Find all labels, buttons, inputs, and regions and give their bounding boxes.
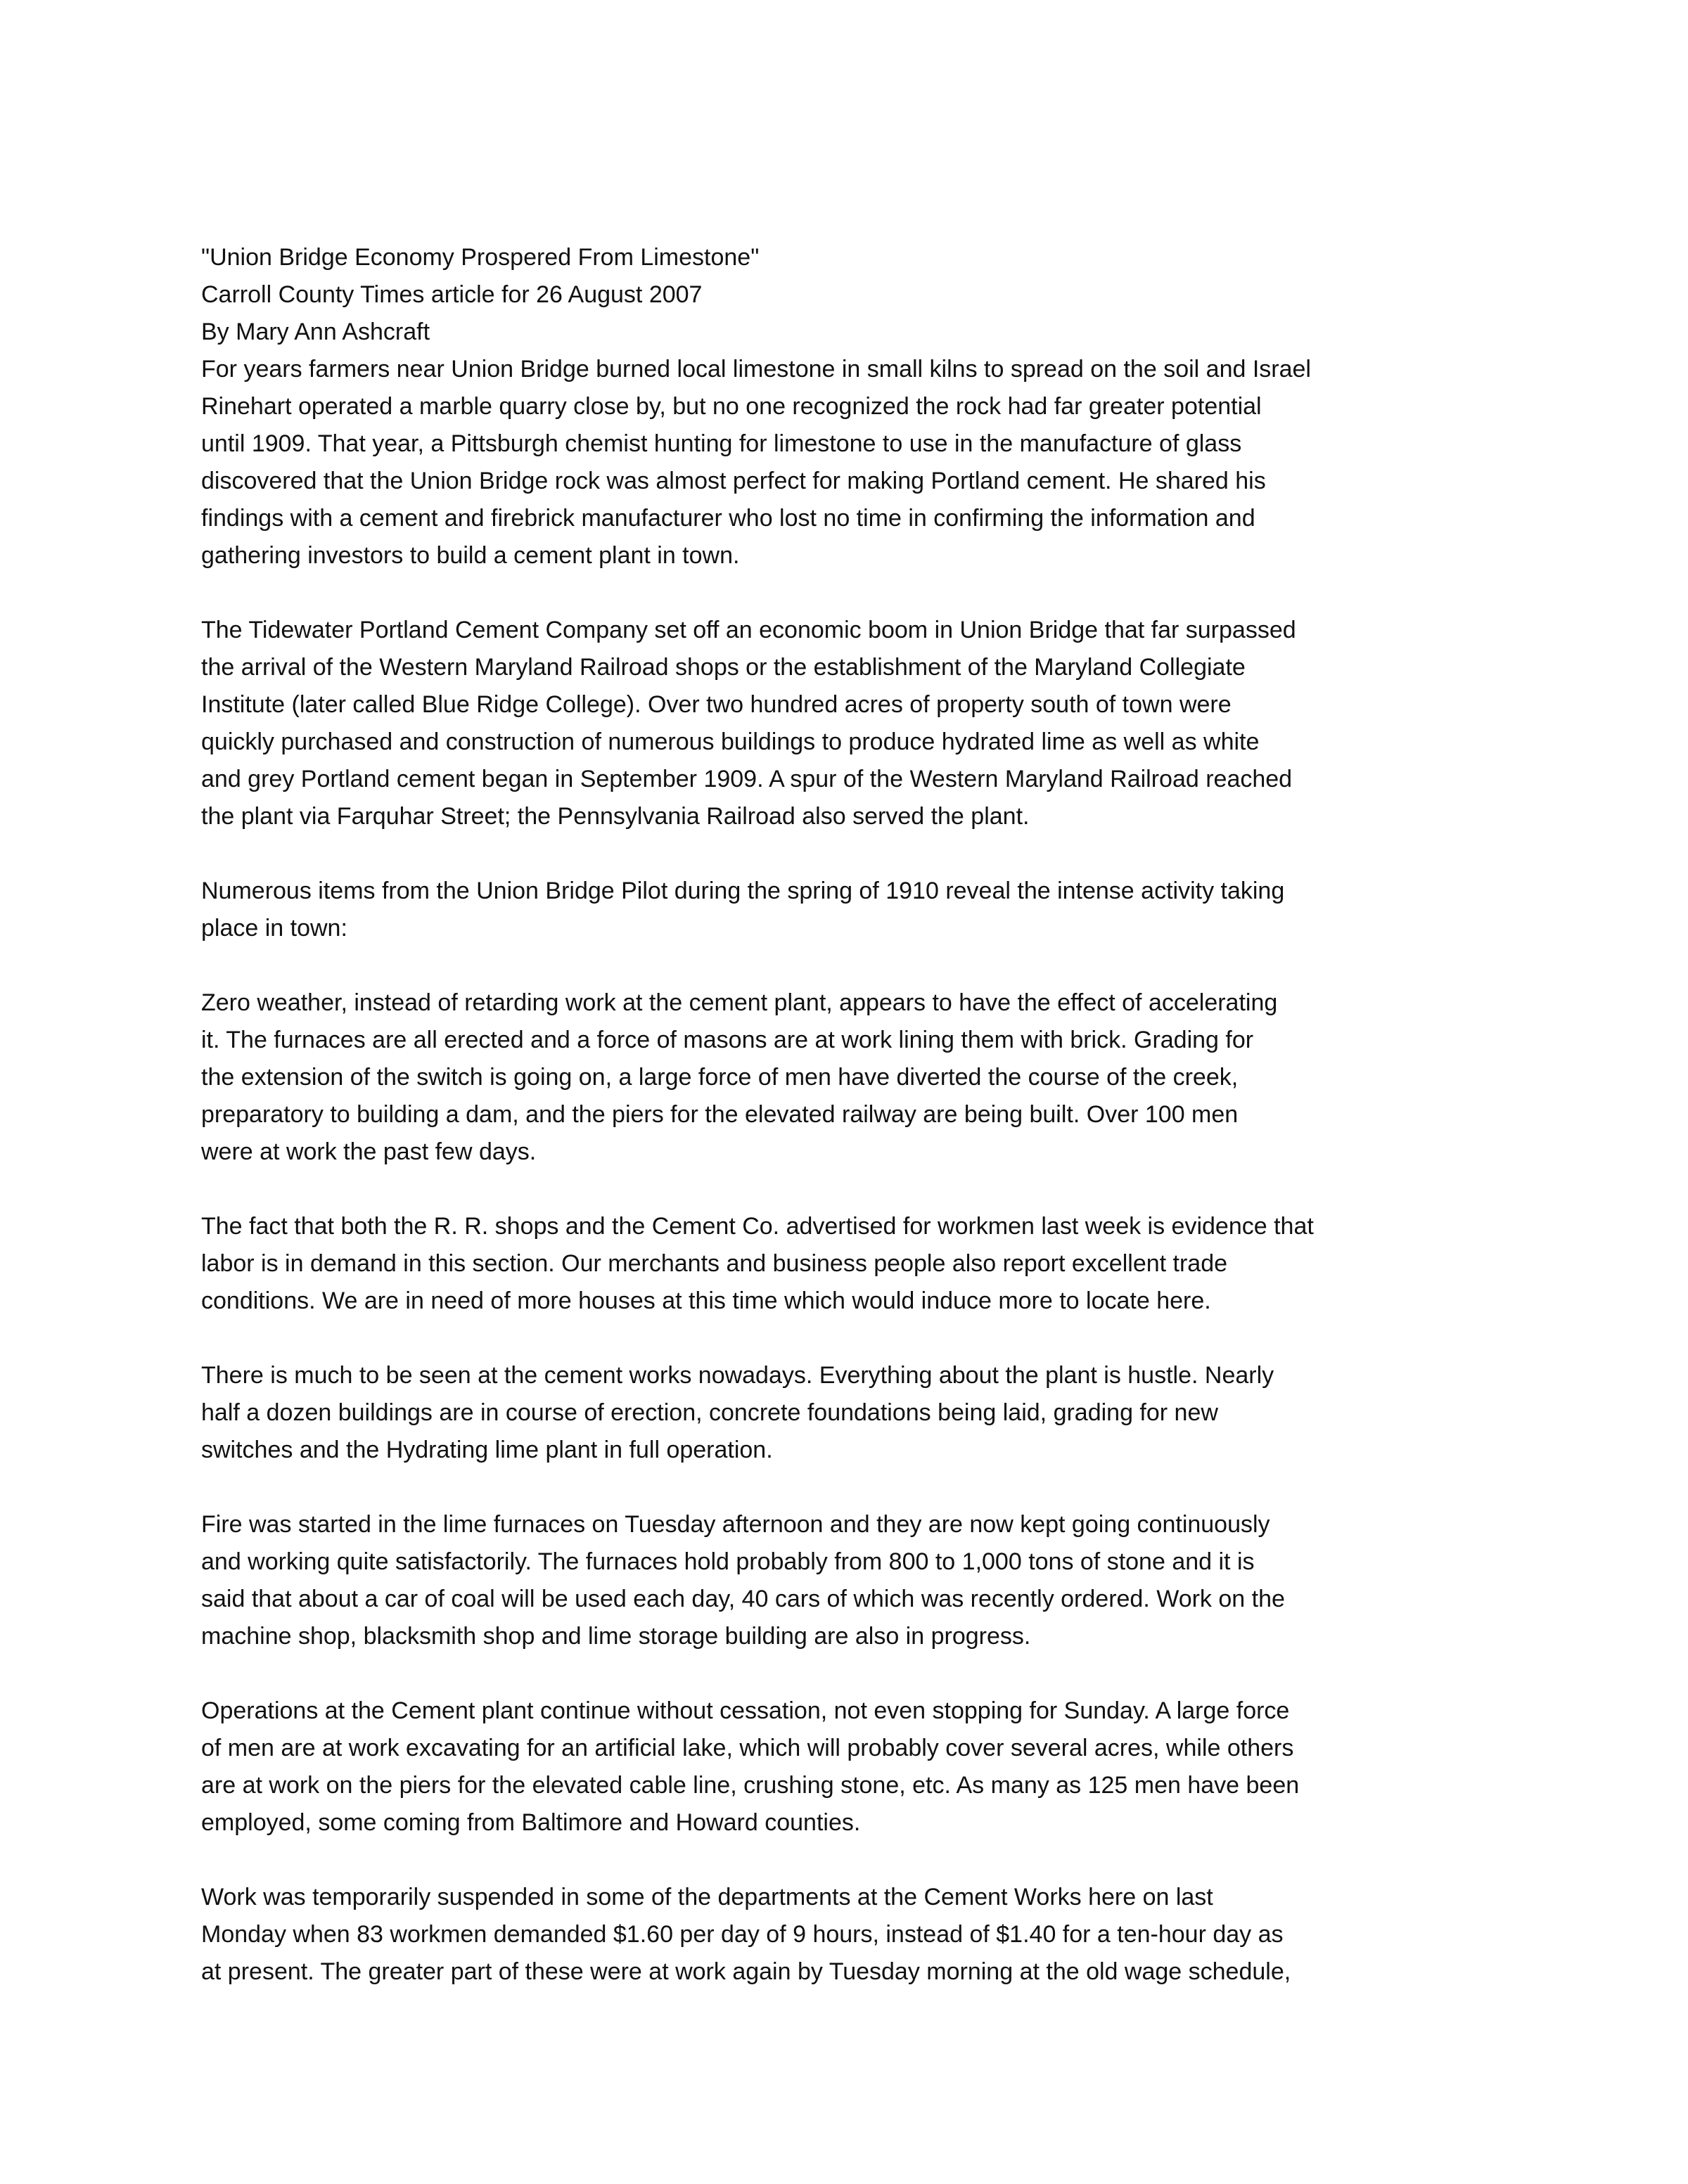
text-line: and working quite satisfactorily. The furnaces hold probably from 800 to 1,000 tons of stone and it is [201,1548,1255,1575]
text-line: it. The furnaces are all erected and a force of masons are at work lining them with brick. Grading for [201,1027,1254,1053]
paragraph [201,984,1537,1171]
paragraph [201,873,1537,947]
text-line: quickly purchased and construction of numerous buildings to produce hydrated lime as well as white [201,728,1260,755]
text-line: gathering investors to build a cement plant in town. [201,542,740,569]
text-line: labor is in demand in this section. Our merchants and business people also report excellent trade [201,1250,1228,1277]
text-line: said that about a car of coal will be used each day, 40 cars of which was recently ordered. Work on the [201,1586,1285,1612]
text-line: place in town: [201,915,347,942]
text-line: at present. The greater part of these were at work again by Tuesday morning at the old wage schedule, [201,1958,1291,1985]
article-title: "Union Bridge Economy Prospered From Limestone" [201,244,760,271]
text-line: discovered that the Union Bridge rock was almost perfect for making Portland cement. He shared his [201,468,1266,494]
text-line: were at work the past few days. [201,1138,537,1165]
text-line: switches and the Hydrating lime plant in full operation. [201,1437,773,1463]
paragraph [201,1357,1537,1469]
text-line: conditions. We are in need of more houses at this time which would induce more to locate here. [201,1287,1211,1314]
text-line: half a dozen buildings are in course of erection, concrete foundations being laid, grading for new [201,1399,1218,1426]
text-line: the extension of the switch is going on, a large force of men have diverted the course of the creek, [201,1064,1239,1091]
text-line: The fact that both the R. R. shops and the Cement Co. advertised for workmen last week is evidence that [201,1213,1314,1240]
article-body [201,351,1537,1991]
text-line: of men are at work excavating for an artificial lake, which will probably cover several acres, while others [201,1735,1294,1761]
text-line: Work was temporarily suspended in some of the departments at the Cement Works here on last [201,1884,1213,1910]
text-line: are at work on the piers for the elevated cable line, crushing stone, etc. As many as 125 men have been [201,1772,1300,1799]
text-line: the plant via Farquhar Street; the Pennsylvania Railroad also served the plant. [201,803,1030,830]
text-line: preparatory to building a dam, and the piers for the elevated railway are being built. Over 100 men [201,1101,1239,1128]
text-line: until 1909. That year, a Pittsburgh chemist hunting for limestone to use in the manufacture of glass [201,430,1242,457]
text-line: machine shop, blacksmith shop and lime storage building are also in progress. [201,1623,1031,1650]
paragraph [201,1692,1537,1842]
paragraph [201,612,1537,835]
text-line: Operations at the Cement plant continue without cessation, not even stopping for Sunday. A large force [201,1697,1290,1724]
document-page [201,239,1537,2028]
paragraph [201,1879,1537,1991]
text-line: Institute (later called Blue Ridge College). Over two hundred acres of property south of town were [201,691,1232,718]
paragraph [201,1506,1537,1655]
text-line: Zero weather, instead of retarding work at the cement plant, appears to have the effect of accelerating [201,989,1278,1016]
text-line: the arrival of the Western Maryland Railroad shops or the establishment of the Maryland Collegiate [201,654,1246,681]
text-line: The Tidewater Portland Cement Company set off an economic boom in Union Bridge that far surpassed [201,617,1296,643]
article-header [201,239,1537,351]
article-byline: By Mary Ann Ashcraft [201,319,430,345]
text-line: There is much to be seen at the cement works nowadays. Everything about the plant is hustle. Nearly [201,1362,1274,1389]
text-line: Numerous items from the Union Bridge Pilot during the spring of 1910 reveal the intense activity taking [201,878,1285,904]
text-line: For years farmers near Union Bridge burned local limestone in small kilns to spread on the soil and Israel [201,356,1311,383]
text-line: Monday when 83 workmen demanded $1.60 per day of 9 hours, instead of $1.40 for a ten-hour day as [201,1921,1284,1948]
paragraph [201,351,1537,574]
paragraph [201,1208,1537,1320]
article-source: Carroll County Times article for 26 August 2007 [201,281,703,308]
text-line: Fire was started in the lime furnaces on Tuesday afternoon and they are now kept going continuously [201,1511,1270,1538]
text-line: Rinehart operated a marble quarry close by, but no one recognized the rock had far greater potential [201,393,1262,420]
text-line: findings with a cement and firebrick manufacturer who lost no time in confirming the information and [201,505,1255,532]
text-line: employed, some coming from Baltimore and Howard counties. [201,1809,861,1836]
text-line: and grey Portland cement began in September 1909. A spur of the Western Maryland Railroad reached [201,766,1293,792]
